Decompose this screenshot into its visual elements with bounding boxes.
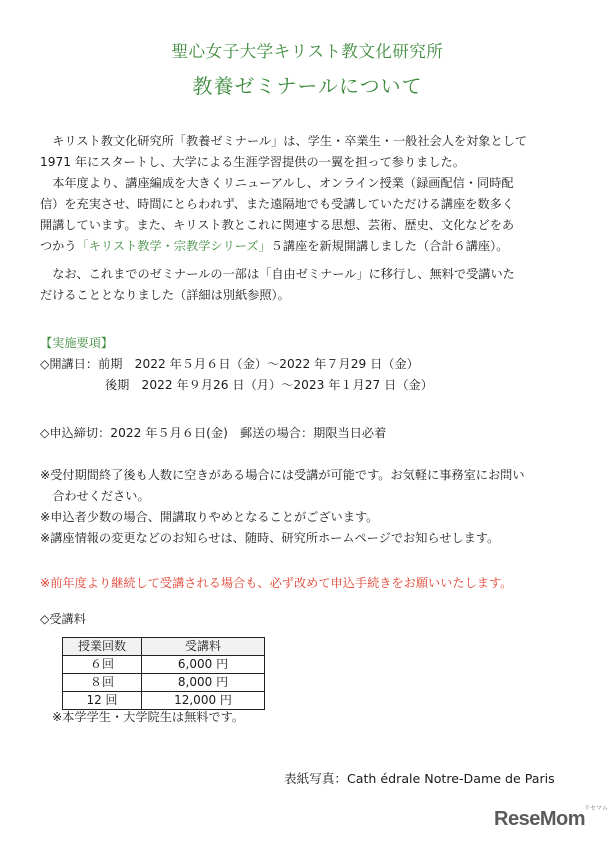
- intro-line: キリスト教文化研究所「教養ゼミナール」は、学生・卒業生・一般社会人を対象として: [52, 134, 528, 148]
- table-row: [63, 674, 265, 692]
- note-line: ※講座情報の変更などのお知らせは、随時、研究所ホームページでお知らせします。: [40, 531, 500, 545]
- fee-note-block: [52, 707, 592, 728]
- note-line: 合わせください。: [52, 489, 150, 503]
- details-heading: 【実施要項】: [40, 336, 114, 350]
- deadline-text: ◇申込締切：2022 年５月６日(金) 郵送の場合：期限当日必着: [40, 426, 387, 440]
- intro-section: [40, 131, 580, 257]
- intro-line: 信）を充実させ、時間にとらわれず、また遠隔地でも受講していただける講座を数多く: [40, 197, 514, 211]
- fee-amount: 12,000 円: [142, 692, 265, 710]
- continuing-notice: [40, 573, 580, 594]
- resemom-logo: ReseMom: [494, 808, 585, 830]
- deadline-section: [40, 423, 580, 444]
- period-first: ◇開講日：前期 2022 年５月６日（金）～2022 年７月29 日（金）: [40, 357, 419, 371]
- session-count: ８回: [63, 674, 142, 692]
- watermark-small-text: リセマム: [584, 805, 608, 812]
- table-row: [63, 656, 265, 674]
- fee-amount: 8,000 円: [142, 674, 265, 692]
- note-line: ※受付期間終了後も人数に空きがある場合には受講が可能です。お気軽に事務室にお問い: [40, 468, 525, 482]
- details-section: [40, 333, 580, 396]
- intro-text: つかう: [40, 239, 77, 253]
- fees-heading-block: [40, 609, 580, 630]
- note-line: ※申込者少数の場合、開講取りやめとなることがございます。: [40, 510, 379, 524]
- fee-table: [62, 637, 265, 710]
- photo-credit: 表紙写真：Cath édrale Notre-Dame de Paris: [284, 771, 555, 786]
- table-header-row: [63, 638, 265, 656]
- page-title: 教養ゼミナールについて: [192, 74, 423, 98]
- free-line: だけることとなりました（詳細は別紙参照）。: [40, 288, 290, 302]
- period-second: 後期 2022 年９月26 日（月）～2023 年１月27 日（金）: [105, 378, 433, 392]
- fee-amount: 6,000 円: [142, 656, 265, 674]
- intro-text: ５講座を新規開講しました（合計６講座）。: [270, 239, 509, 253]
- intro-line: 開講しています。また、キリスト教とこれに関連する思想、芸術、歴史、文化などをあ: [40, 218, 515, 232]
- column-header: 授業回数: [63, 638, 142, 656]
- institution-name: 聖心女子大学キリスト教文化研究所: [171, 42, 444, 61]
- session-count: ６回: [63, 656, 142, 674]
- notes-section: [40, 465, 580, 549]
- column-header: 受講料: [142, 638, 265, 656]
- series-highlight: 「キリスト教学・宗教学シリーズ」: [76, 239, 271, 253]
- intro-line: [40, 236, 580, 257]
- intro-line: 1971 年にスタートし、大学による生涯学習提供の一翼を担って参りました。: [40, 155, 465, 169]
- intro-line: 本年度より、講座編成を大きくリニューアルし、オンライン授業（録画配信・同時配: [52, 176, 514, 190]
- free-line: なお、これまでのゼミナールの一部は「自由ゼミナール」に移行し、無料で受講いた: [52, 267, 515, 281]
- fees-heading: ◇受講料: [40, 612, 86, 626]
- red-notice: ※前年度より継続して受講される場合も、必ず改めて申込手続きをお願いいたします。: [40, 576, 513, 590]
- fee-note: ※本学学生・大学院生は無料です。: [52, 710, 245, 724]
- session-count: 12 回: [63, 692, 142, 710]
- free-seminar-section: [40, 264, 580, 306]
